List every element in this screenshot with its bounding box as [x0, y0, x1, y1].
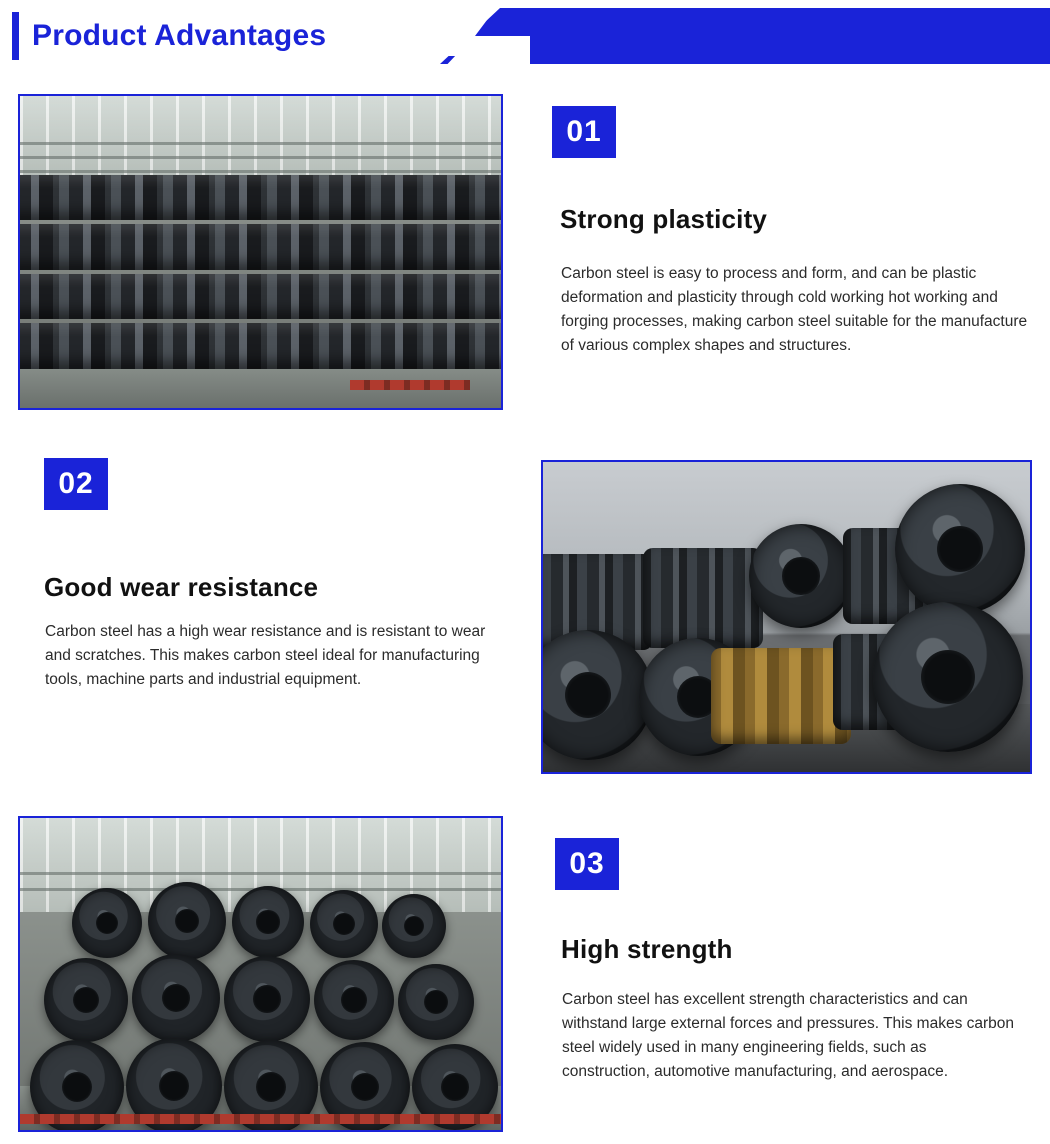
- advantage-title-03: High strength: [561, 934, 733, 964]
- warehouse-coils-scene: [20, 96, 501, 408]
- advantage-title-01: Strong plasticity: [560, 204, 768, 234]
- advantage-body-02: Carbon steel has a high wear resistance and is resistant to wear and scratches. This makes carbon steel ideal for manufacturing tools, machine parts and industrial equipment.: [45, 623, 486, 688]
- advantage-block-02: [0, 432, 1050, 792]
- coil-stack-hall-scene: [20, 818, 501, 1130]
- advantage-number-03: 03: [555, 838, 619, 890]
- page-title: Product Advantages: [32, 19, 327, 52]
- advantage-image-03: [18, 816, 503, 1132]
- page-header: [0, 0, 1050, 72]
- advantage-body-03: Carbon steel has excellent strength characteristics and can withstand large external forces and pressures. This makes carbon steel widely used in many engineering fields, such as construction, automotive manufacturing, and aerospace.: [562, 991, 1015, 1080]
- advantage-image-02: [541, 460, 1032, 774]
- advantage-body-01: Carbon steel is easy to process and form, and can be plastic deformation and plasticity through cold working hot working and forging processes, making carbon steel suitable for the manufacture of various complex shapes and structures.: [561, 265, 1028, 354]
- advantage-number-02: 02: [44, 458, 108, 510]
- advantage-number-01: 01: [552, 106, 616, 158]
- advantage-block-01: [0, 72, 1050, 422]
- outdoor-coil-yard-scene: [543, 462, 1030, 772]
- advantage-title-02: Good wear resistance: [44, 572, 319, 602]
- advantage-image-01: [18, 94, 503, 410]
- header-blue-shape: [440, 8, 1050, 64]
- header-accent-bar: [12, 12, 19, 60]
- advantage-block-03: [0, 792, 1050, 1144]
